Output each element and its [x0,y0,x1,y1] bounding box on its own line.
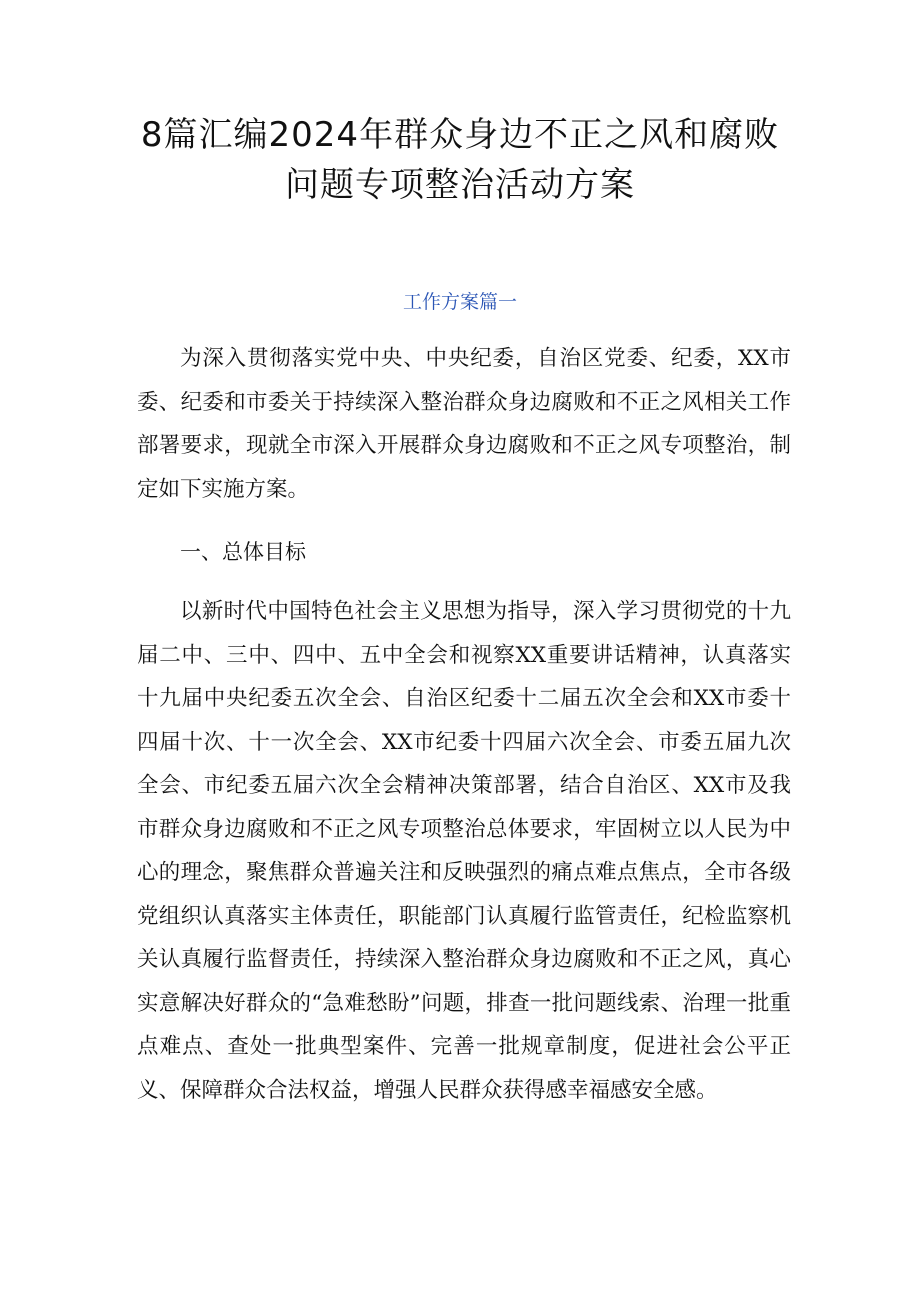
section-subheading: 工作方案篇一 [402,291,517,313]
overall-goal-paragraph: 以新时代中国特色社会主义思想为指导，深入学习贯彻党的十九届二中、三中、四中、五中全会和视察XX重要讲话精神，认真落实十九届中央纪委五次全会、自治区纪委十二届五次全会和XX市委十四届十次、十一次全会、XX市纪委十四届六次全会、市委五届九次全会、市纪委五届六次全会精神决策部署，结合自治区、XX市及我市群众身边腐败和不正之风专项整治总体要求，牢固树立以人民为中心的理念，聚焦群众普遍关注和反映强烈的痛点难点焦点，全市各级党组织认真落实主体责任，职能部门认真履行监管责任，纪检监察机关认真履行监督责任，持续深入整治群众身边腐败和不正之风，真心实意解决好群众的“急难愁盼”问题，排查一批问题线索、治理一批重点难点、查处一批典型案件、完善一批规章制度，促进社会公平正义、保障群众合法权益，增强人民群众获得感幸福感安全感。 [137,599,791,1103]
document-title-line-1: 8篇汇编2024年群众身边不正之风和腐败 [140,115,780,155]
intro-paragraph: 为深入贯彻落实党中央、中央纪委，自治区党委、纪委，XX市委、纪委和市委关于持续深入整治群众身边腐败和不正之风相关工作部署要求，现就全市深入开展群众身边腐败和不正之风专项整治，制定如下实施方案。 [137,346,791,502]
section-heading-overall-goal: 一、总体目标 [180,540,306,564]
document-title-line-2: 问题专项整治活动方案 [285,165,635,205]
